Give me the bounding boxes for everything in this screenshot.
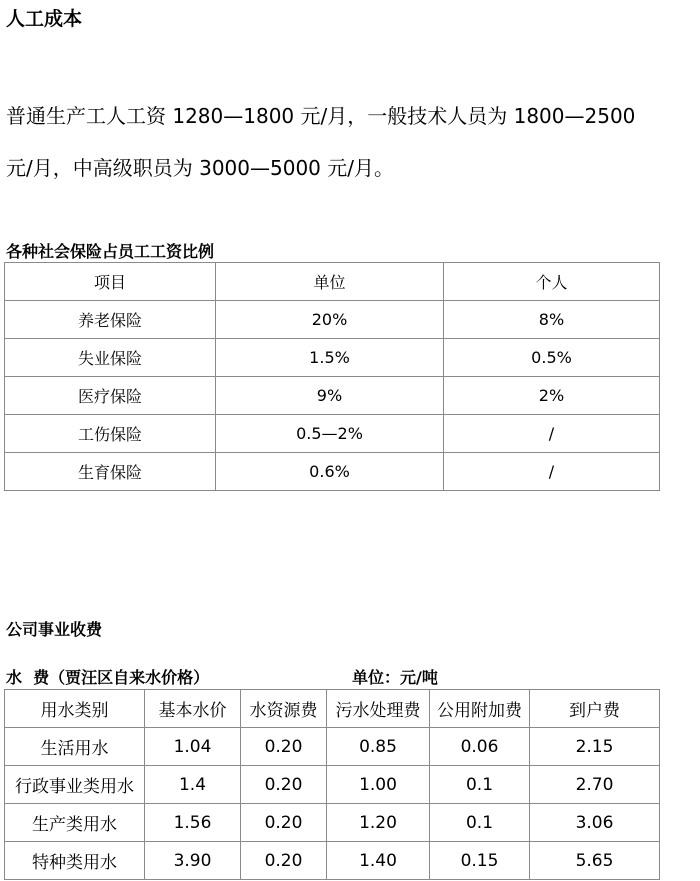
table-row xyxy=(5,339,660,377)
water-header-delivered-price: 到户费 xyxy=(530,690,660,728)
water-base-price: 1.04 xyxy=(145,728,241,766)
wage-text-line-1: 普通生产工人工资 1280—1800 元/月，一般技术人员为 1800—2500 xyxy=(6,104,636,128)
insurance-item: 生育保险 xyxy=(5,453,216,491)
water-resource-fee: 0.20 xyxy=(241,766,327,804)
table-row xyxy=(5,842,660,880)
water-sewage-fee: 1.40 xyxy=(327,842,430,880)
water-delivered-price: 3.06 xyxy=(530,804,660,842)
water-category: 生产类用水 xyxy=(5,804,145,842)
water-resource-fee: 0.20 xyxy=(241,842,327,880)
water-category: 生活用水 xyxy=(5,728,145,766)
water-header-category: 用水类别 xyxy=(5,690,145,728)
table-row xyxy=(5,728,660,766)
fees-section-title: 公司事业收费 xyxy=(6,620,103,639)
water-resource-fee: 0.20 xyxy=(241,804,327,842)
table-row xyxy=(5,453,660,491)
insurance-employer-rate: 9% xyxy=(216,377,444,415)
water-base-price: 3.90 xyxy=(145,842,241,880)
insurance-header-employer: 单位 xyxy=(216,263,444,301)
insurance-header-item: 项目 xyxy=(5,263,216,301)
water-public-surcharge: 0.1 xyxy=(430,766,530,804)
insurance-item: 失业保险 xyxy=(5,339,216,377)
water-delivered-price: 5.65 xyxy=(530,842,660,880)
water-sewage-fee: 1.20 xyxy=(327,804,430,842)
water-fee-header-row xyxy=(5,690,660,728)
water-public-surcharge: 0.15 xyxy=(430,842,530,880)
insurance-personal-rate: 2% xyxy=(444,377,660,415)
water-delivered-price: 2.15 xyxy=(530,728,660,766)
insurance-table xyxy=(4,262,660,491)
insurance-item: 医疗保险 xyxy=(5,377,216,415)
insurance-employer-rate: 0.5—2% xyxy=(216,415,444,453)
table-row xyxy=(5,804,660,842)
water-delivered-price: 2.70 xyxy=(530,766,660,804)
water-sewage-fee: 1.00 xyxy=(327,766,430,804)
insurance-header-row xyxy=(5,263,660,301)
table-row xyxy=(5,766,660,804)
water-resource-fee: 0.20 xyxy=(241,728,327,766)
insurance-personal-rate: / xyxy=(444,415,660,453)
water-public-surcharge: 0.1 xyxy=(430,804,530,842)
wage-text-line-2: 元/月，中高级职员为 3000—5000 元/月。 xyxy=(6,156,394,180)
water-sewage-fee: 0.85 xyxy=(327,728,430,766)
page-title: 人工成本 xyxy=(6,8,83,30)
insurance-header-personal: 个人 xyxy=(444,263,660,301)
water-fee-table xyxy=(4,689,660,880)
insurance-employer-rate: 0.6% xyxy=(216,453,444,491)
insurance-item: 工伤保险 xyxy=(5,415,216,453)
water-category: 行政事业类用水 xyxy=(5,766,145,804)
water-fee-unit: 单位：元/吨 xyxy=(352,668,438,687)
water-base-price: 1.4 xyxy=(145,766,241,804)
water-header-base-price: 基本水价 xyxy=(145,690,241,728)
insurance-employer-rate: 1.5% xyxy=(216,339,444,377)
water-header-resource-fee: 水资源费 xyxy=(241,690,327,728)
water-fee-title: 水 费（贾汪区自来水价格） xyxy=(6,668,210,687)
table-row xyxy=(5,301,660,339)
insurance-table-title: 各种社会保险占员工工资比例 xyxy=(6,242,215,261)
insurance-personal-rate: 0.5% xyxy=(444,339,660,377)
water-base-price: 1.56 xyxy=(145,804,241,842)
water-header-public-surcharge: 公用附加费 xyxy=(430,690,530,728)
insurance-employer-rate: 20% xyxy=(216,301,444,339)
table-row xyxy=(5,415,660,453)
insurance-item: 养老保险 xyxy=(5,301,216,339)
water-header-sewage-fee: 污水处理费 xyxy=(327,690,430,728)
table-row xyxy=(5,377,660,415)
insurance-personal-rate: 8% xyxy=(444,301,660,339)
water-category: 特种类用水 xyxy=(5,842,145,880)
insurance-personal-rate: / xyxy=(444,453,660,491)
water-public-surcharge: 0.06 xyxy=(430,728,530,766)
